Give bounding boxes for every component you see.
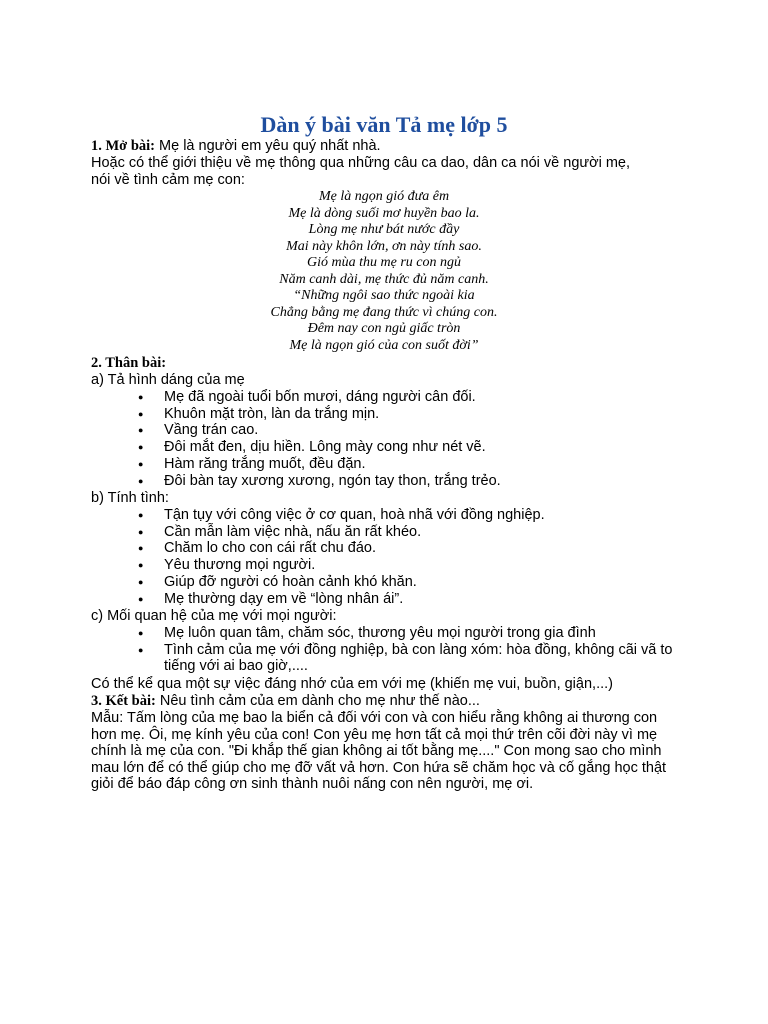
list-item: ● Khuôn mặt tròn, làn da trắng mịn. — [164, 406, 684, 423]
list-item: ● Giúp đỡ người có hoàn cảnh khó khăn. — [164, 574, 684, 591]
conclusion-label: 3. Kết bài: — [91, 693, 156, 709]
body-label-line — [91, 355, 691, 372]
poem-line: Đêm nay con ngủ giấc tròn — [307, 321, 461, 336]
list-item: ● Mẹ thường dạy em về “lòng nhân ái”. — [164, 591, 684, 608]
body-closing: Có thể kể qua một sự việc đáng nhớ của em với mẹ (khiến mẹ vui, buồn, giận,...) — [91, 676, 613, 692]
intro-line — [91, 138, 691, 155]
list-item: ● Vầng trán cao. — [164, 422, 684, 439]
poem-line: Mai này khôn lớn, ơn này tính sao. — [286, 238, 482, 254]
relationship-list — [164, 625, 684, 675]
list-item: ● Mẹ đã ngoài tuổi bốn mươi, dáng người cân đối. — [164, 389, 684, 406]
list-item: ● Yêu thương mọi người. — [164, 557, 684, 574]
intro-line-2: Hoặc có thể giới thiệu về mẹ thông qua những câu ca dao, dân ca nói về người mẹ, — [91, 155, 631, 171]
conclusion-sample: Mẫu: Tấm lòng của mẹ bao la biển cả đối với con và con hiểu rằng không ai thương con hơn mẹ. Ôi, mẹ kính yêu của con! Con yêu mẹ hơn tất cả mọi thứ trên cõi đời này vì mẹ chính là mẹ của con. "Đi khắp thế gian không ai tốt bằng mẹ...." Con mong sao cho mình mau lớn để có thể giúp cho mẹ đỡ vất vả hơn. Con hứa sẽ chăm học và cố gắng học thật giỏi để báo đáp công ơn sinh thành nuôi nấng con nên người, mẹ ơi. — [91, 710, 667, 792]
list-item: ● Tình cảm của mẹ với đồng nghiệp, bà con làng xóm: hòa đồng, không cãi vã to tiếng với ai bao giờ,.... — [164, 642, 684, 675]
poem-line: Gió mùa thu mẹ ru con ngủ — [307, 255, 461, 270]
section-c-heading: c) Mối quan hệ của mẹ với mọi người: — [91, 608, 337, 624]
list-item: ● Chăm lo cho con cái rất chu đáo. — [164, 540, 684, 557]
list-item: ● Hàm răng trắng muốt, đều đặn. — [164, 456, 684, 473]
poem-line: Chẳng bằng mẹ đang thức vì chúng con. — [270, 304, 498, 320]
conclusion-line — [91, 693, 691, 710]
poem-line: Mẹ là dòng suối mơ huyền bao la. — [288, 205, 480, 221]
list-item: ● Đôi bàn tay xương xương, ngón tay thon, trắng trẻo. — [164, 473, 684, 490]
document-title: Dàn ý bài văn Tả mẹ lớp 5 — [260, 112, 508, 137]
intro-label: 1. Mở bài: — [91, 138, 156, 154]
intro-line-3: nói về tình cảm mẹ con: — [91, 172, 245, 188]
list-item: ● Mẹ luôn quan tâm, chăm sóc, thương yêu mọi người trong gia đình — [164, 625, 684, 642]
poem-line: Mẹ là ngọn gió của con suốt đời” — [289, 337, 479, 353]
conclusion-text: Nêu tình cảm của em dành cho mẹ như thế nào... — [155, 693, 480, 709]
body-label: 2. Thân bài: — [91, 355, 167, 371]
poem-line: Lòng mẹ như bát nước đầy — [308, 222, 460, 237]
poem-line: Mẹ là ngọn gió đưa êm — [318, 189, 450, 204]
list-item: ● Cần mẫn làm việc nhà, nấu ăn rất khéo. — [164, 524, 684, 541]
personality-list — [164, 507, 684, 607]
intro-text: Mẹ là người em yêu quý nhất nhà. — [155, 138, 381, 154]
list-item: ● Tận tụy với công việc ở cơ quan, hoà nhã với đồng nghiệp. — [164, 507, 684, 524]
poem-line: “Những ngôi sao thức ngoài kia — [293, 288, 475, 303]
poem-line: Năm canh dài, mẹ thức đủ năm canh. — [279, 271, 489, 287]
list-item: ● Đôi mắt đen, dịu hiền. Lông mày cong như nét vẽ. — [164, 439, 684, 456]
section-a-heading: a) Tả hình dáng của mẹ — [91, 372, 245, 388]
appearance-list — [164, 389, 684, 489]
section-b-heading: b) Tính tình: — [91, 490, 169, 506]
